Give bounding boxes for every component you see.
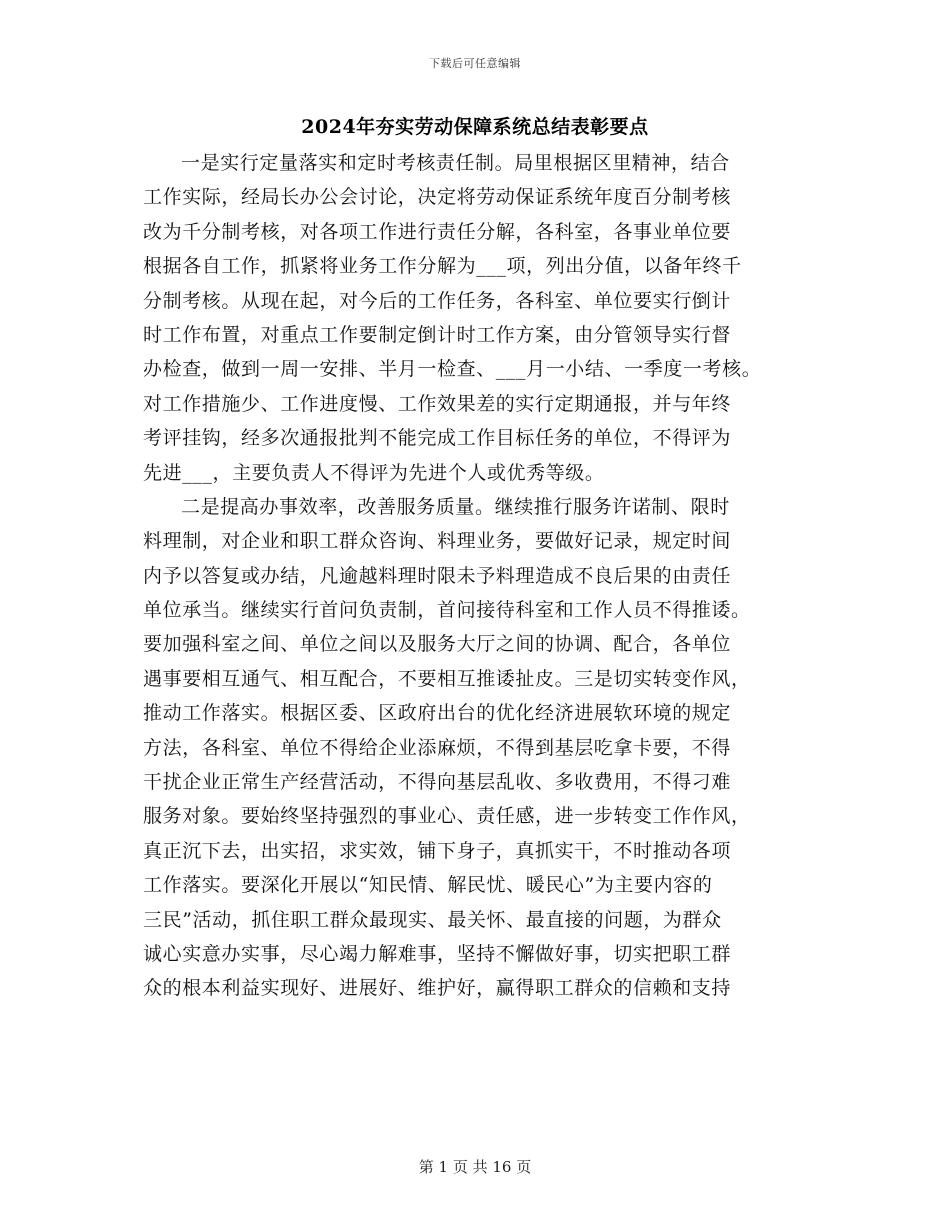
- body-line: 真正沉下去，出实招，求实效，铺下身子，真抓实干，不时推动各项: [143, 839, 732, 862]
- body-line: 内予以答复或办结，凡逾越料理时限未予料理造成不良后果的由责任: [143, 564, 732, 587]
- body-line: 三民”活动，抓住职工群众最现实、最关怀、最直接的问题，为群众: [143, 908, 722, 931]
- body-line: 先进___，主要负责人不得评为先进个人或优秀等级。: [143, 461, 605, 484]
- document-body: [143, 146, 843, 1006]
- body-line: 料理制，对企业和职工群众咨询、料理业务，要做好记录，规定时间: [143, 530, 732, 553]
- body-line: 改为千分制考核，对各项工作进行责任分解，各科室，各事业单位要: [143, 220, 732, 243]
- header-note: 下载后可任意编辑: [429, 57, 521, 70]
- body-line: 时工作布置，对重点工作要制定倒计时工作方案，由分管领导实行督: [143, 323, 732, 346]
- body-line: 服务对象。要始终坚持强烈的事业心、责任感，进一步转变工作作风，: [143, 805, 751, 828]
- body-line: 二是提高办事效率，改善服务质量。继续推行服务许诺制、限时: [181, 495, 730, 518]
- body-line: 遇事要相互通气、相互配合，不要相互推诿扯皮。三是切实转变作风，: [143, 667, 751, 690]
- body-line: 要加强科室之间、单位之间以及服务大厅之间的协调、配合，各单位: [143, 633, 732, 656]
- body-line: 一是实行定量落实和定时考核责任制。局里根据区里精神，结合: [181, 152, 730, 174]
- document-title: 2024年夯实劳动保障系统总结表彰要点: [301, 116, 649, 138]
- body-line: 诚心实意办实事，尽心竭力解难事，坚持不懈做好事，切实把职工群: [143, 942, 732, 965]
- body-line: 众的根本利益实现好、进展好、维护好，赢得职工群众的信赖和支持: [143, 977, 732, 1000]
- body-line: 工作落实。要深化开展以“知民情、解民忧、暖民心”为主要内容的: [143, 874, 713, 897]
- body-line: 根据各自工作，抓紧将业务工作分解为___项，列出分值，以备年终千: [143, 255, 742, 278]
- body-line: 方法，各科室、单位不得给企业添麻烦，不得到基层吃拿卡要，不得: [143, 736, 732, 759]
- body-line: 单位承当。继续实行首问负责制，首问接待科室和工作人员不得推诿。: [143, 599, 751, 622]
- body-line: 工作实际，经局长办公会讨论，决定将劳动保证系统年度百分制考核: [143, 186, 732, 209]
- body-line: 推动工作落实。根据区委、区政府出台的优化经济进展软环境的规定: [143, 702, 732, 725]
- body-line: 考评挂钩，经多次通报批判不能完成工作目标任务的单位，不得评为: [143, 427, 732, 450]
- page-number: 第 1 页 共 16 页: [418, 1158, 532, 1176]
- body-line: 对工作措施少、工作进度慢、工作效果差的实行定期通报，并与年终: [143, 392, 732, 415]
- body-line: 干扰企业正常生产经营活动，不得向基层乱收、多收费用，不得刁难: [143, 771, 732, 794]
- body-line: 办检查，做到一周一安排、半月一检查、___月一小结、一季度一考核。: [143, 358, 762, 381]
- body-line: 分制考核。从现在起，对今后的工作任务，各科室、单位要实行倒计: [143, 289, 732, 312]
